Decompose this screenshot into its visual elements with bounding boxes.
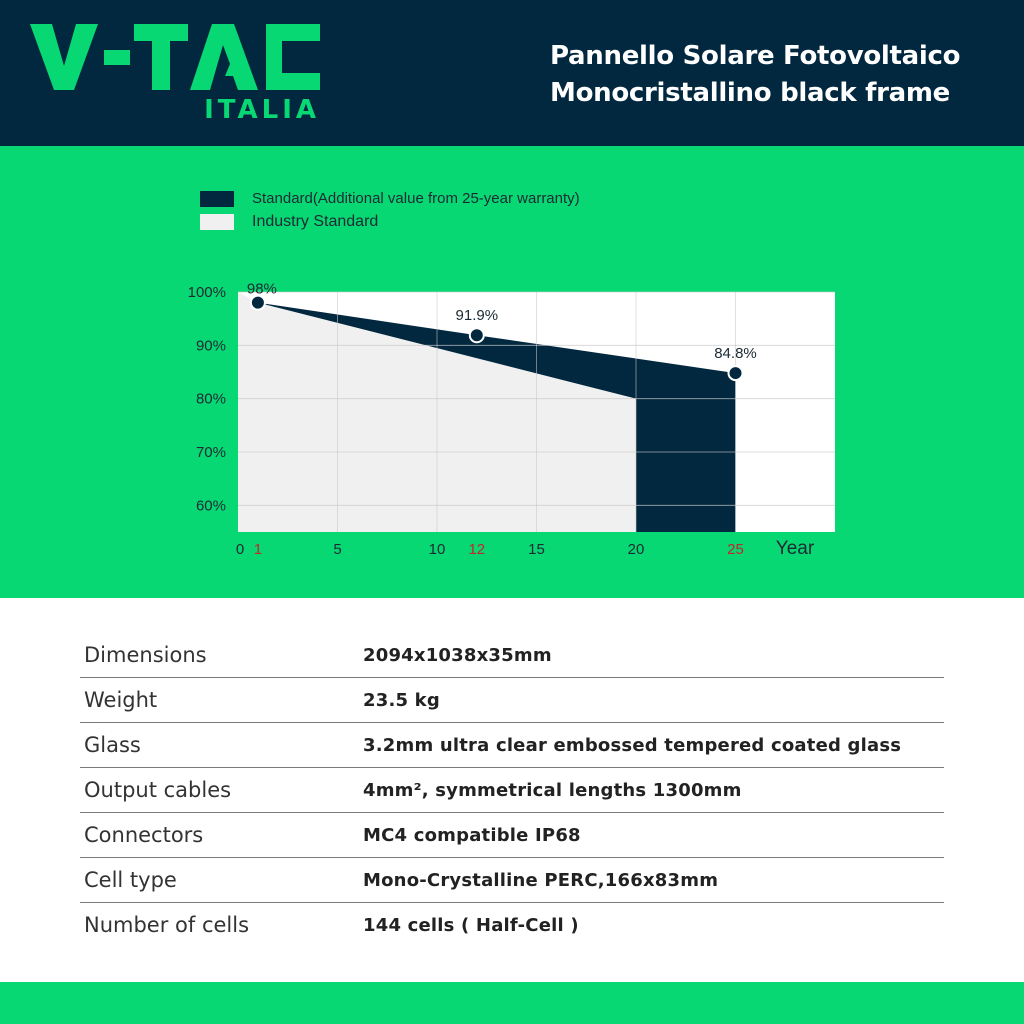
- spec-value: 4mm², symmetrical lengths 1300mm: [363, 779, 742, 801]
- spec-table: [80, 633, 944, 947]
- spec-row-weight: [80, 678, 944, 723]
- x-tick-label: 20: [627, 541, 645, 558]
- spec-label: Cell type: [84, 868, 177, 892]
- x-tick-label: 1: [253, 541, 263, 558]
- logo-subtitle: ITALIA: [204, 95, 320, 124]
- title-line-2: Monocristallino black frame: [550, 78, 950, 108]
- page-title: [550, 38, 1010, 112]
- x-tick-label: 25: [727, 541, 744, 558]
- y-tick-label: 90%: [195, 337, 226, 355]
- data-label: 84.8%: [714, 345, 757, 363]
- spec-row-connectors: [80, 813, 944, 858]
- data-label: 91.9%: [455, 307, 499, 325]
- x-tick-label: 15: [528, 541, 545, 558]
- footer-bar: [0, 982, 1024, 1024]
- spec-value: 144 cells ( Half-Cell ): [363, 914, 579, 936]
- x-tick-label: 0: [235, 541, 245, 558]
- x-tick-label: 5: [333, 541, 342, 558]
- spec-label: Number of cells: [84, 913, 250, 937]
- title-line-1: Pannello Solare Fotovoltaico: [550, 41, 961, 71]
- spec-label: Connectors: [84, 823, 204, 847]
- vtac-logo: [30, 24, 350, 124]
- data-label: 98%: [246, 280, 277, 298]
- spec-label: Dimensions: [84, 643, 207, 667]
- spec-value: 2094x1038x35mm: [363, 644, 552, 666]
- y-tick-label: 100%: [187, 284, 226, 301]
- spec-label: Glass: [84, 733, 141, 757]
- legend-label-industry: Industry Standard: [252, 213, 379, 230]
- spec-value: MC4 compatible IP68: [363, 824, 581, 846]
- spec-value: Mono-Crystalline PERC,166x83mm: [363, 869, 719, 891]
- spec-row-glass: [80, 723, 944, 768]
- chart-section: [0, 146, 1024, 598]
- spec-label: Weight: [84, 688, 158, 712]
- spec-row-cell-type: [80, 858, 944, 903]
- data-point: [251, 296, 265, 310]
- spec-row-output-cables: [80, 768, 944, 813]
- spec-row-number-of-cells: [80, 903, 944, 947]
- legend-label-standard: Standard(Additional value from 25-year warranty): [252, 190, 580, 207]
- data-point: [729, 366, 743, 380]
- x-axis-label: Year: [775, 538, 815, 559]
- header: [0, 0, 1024, 146]
- spec-value: 23.5 kg: [363, 689, 440, 711]
- spec-label: Output cables: [84, 778, 232, 802]
- spec-row-dimensions: [80, 633, 944, 678]
- y-tick-label: 80%: [195, 390, 226, 408]
- x-tick-label: 12: [468, 541, 486, 558]
- spec-value: 3.2mm ultra clear embossed tempered coated glass: [363, 734, 902, 756]
- y-tick-label: 70%: [195, 444, 226, 461]
- x-tick-label: 10: [428, 541, 446, 558]
- degradation-chart: [0, 146, 1024, 598]
- y-tick-label: 60%: [195, 497, 226, 515]
- data-point: [470, 328, 484, 342]
